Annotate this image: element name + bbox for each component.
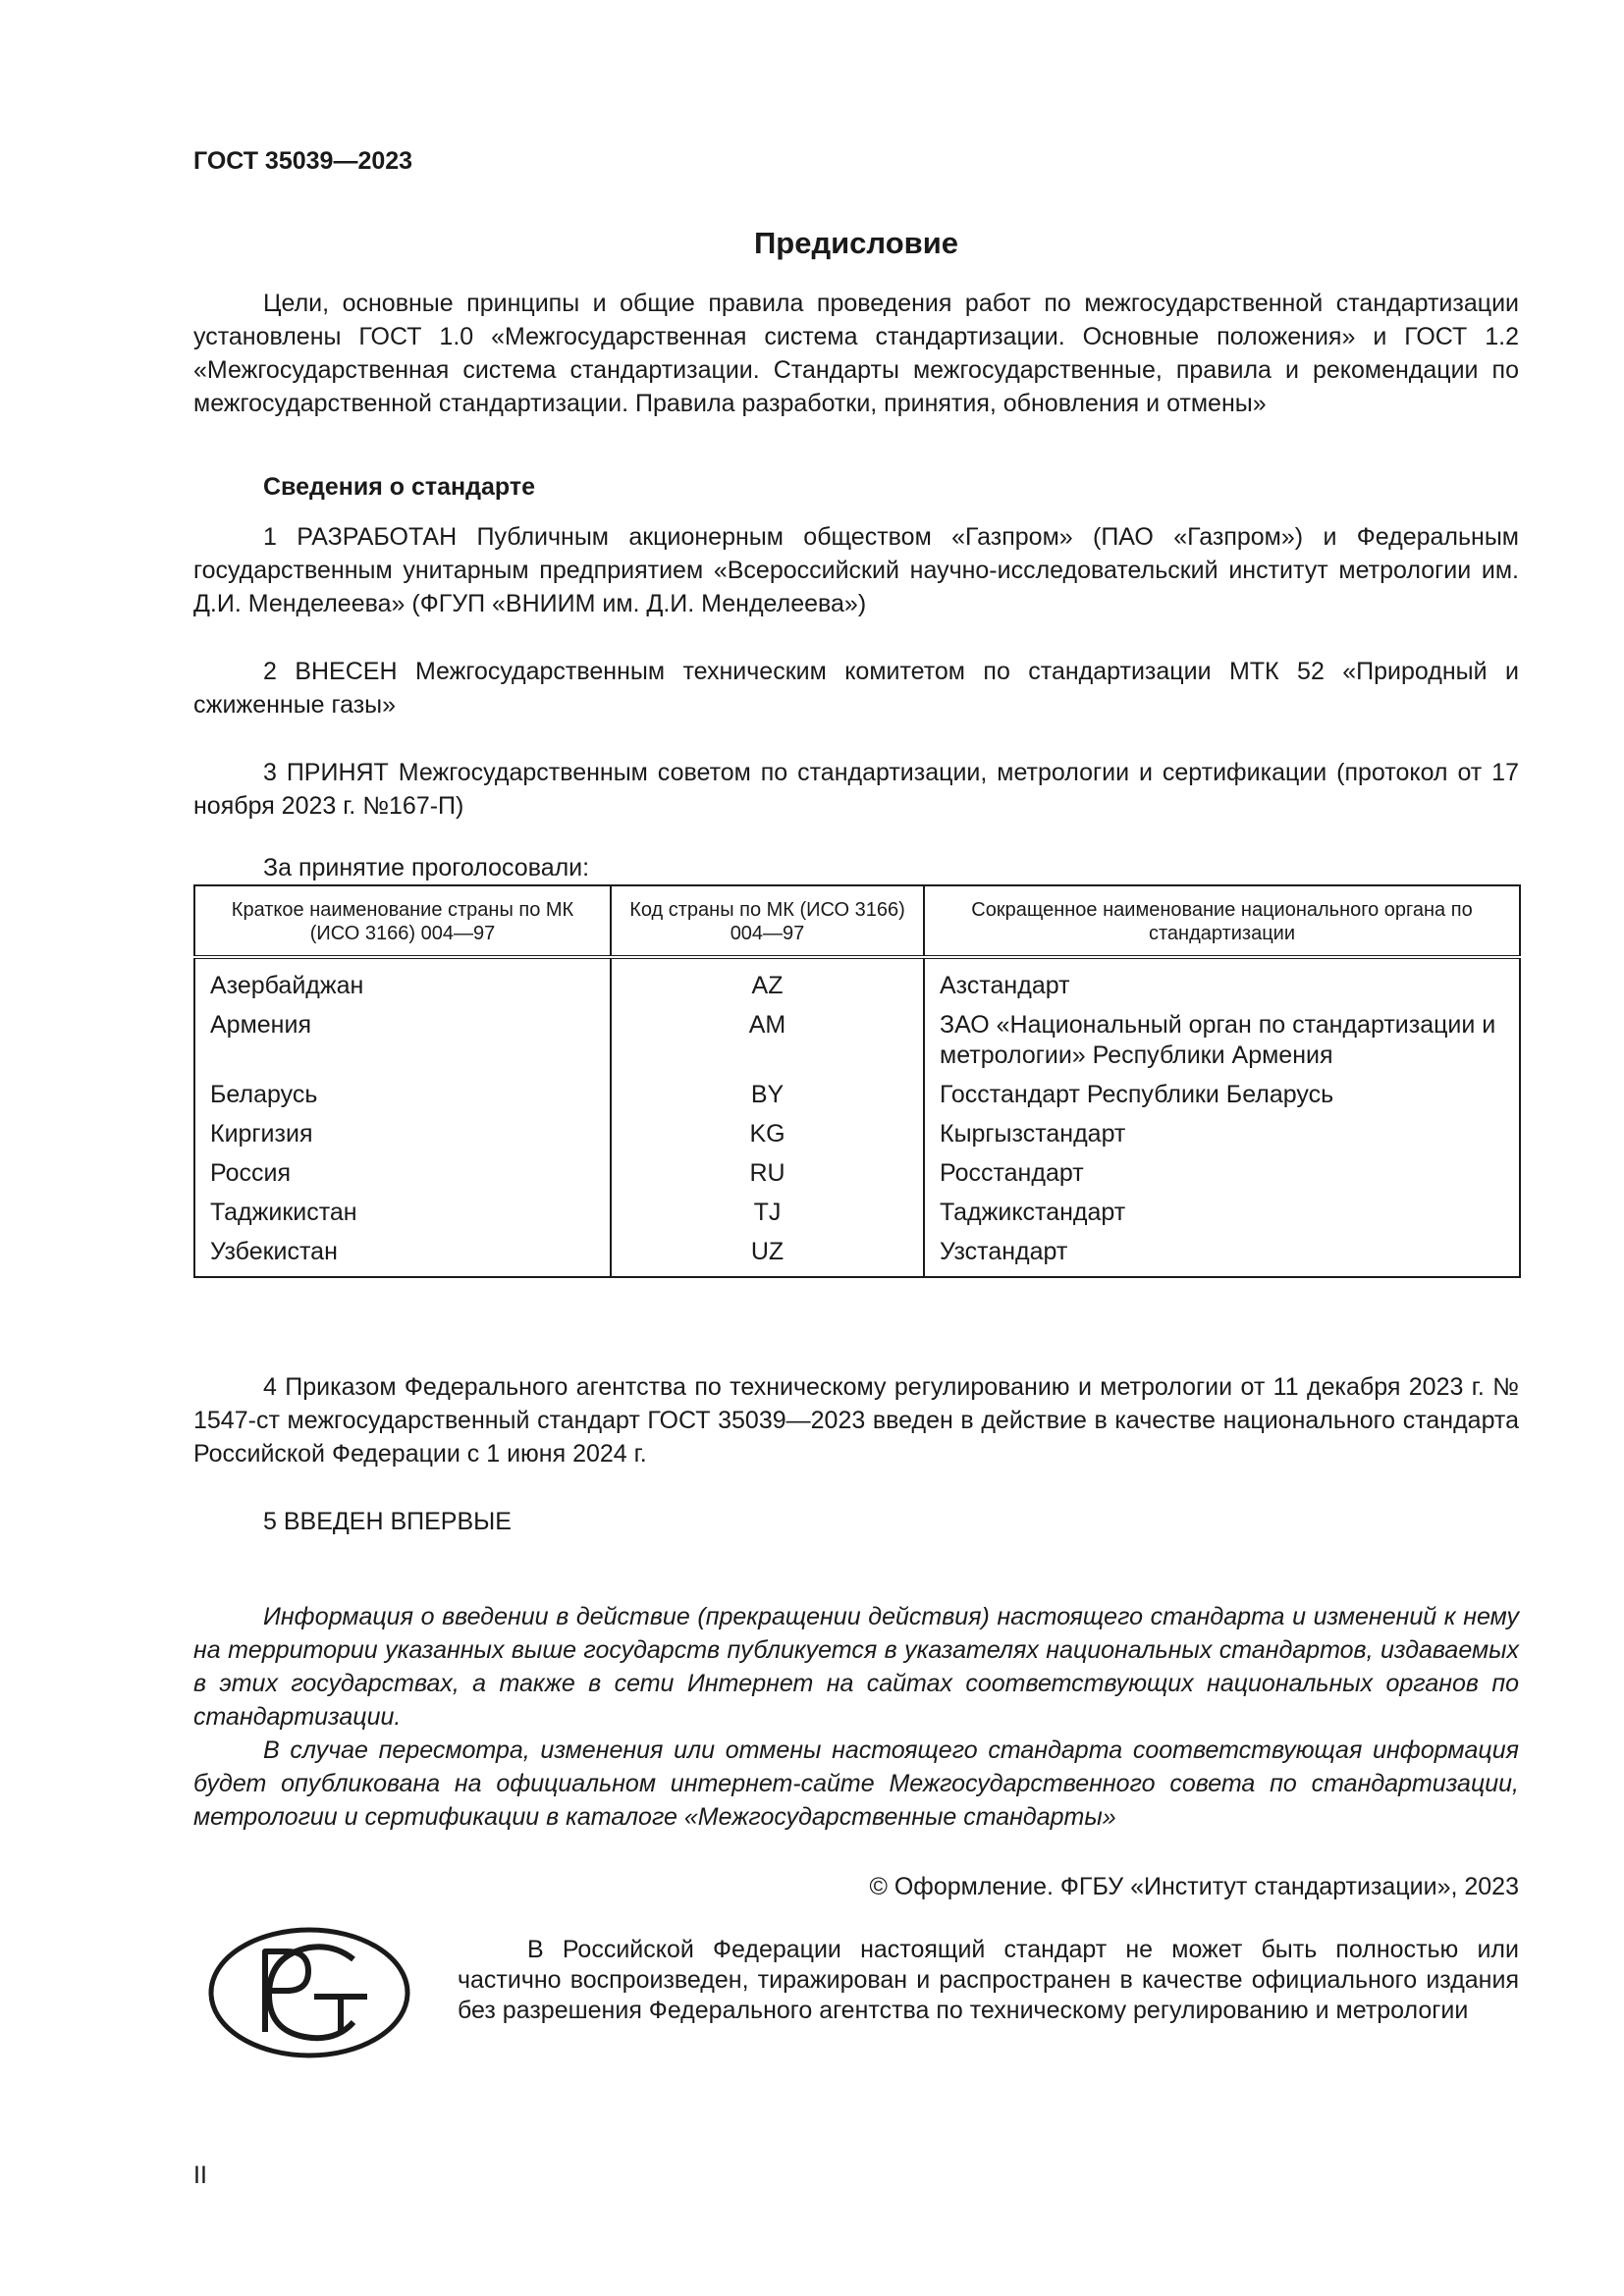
table-row: [194, 1074, 1520, 1113]
header-country-code: Код страны по МК (ИСО 3166) 004—97: [611, 885, 924, 957]
item-developed: 1 РАЗРАБОТАН Публичным акционерным обществом «Газпром» (ПАО «Газпром») и Федеральным государственным унитарным предприятием «Всероссийский научно-исследовательский институт метрологии им. Д.И. Менделеева» (ФГУП «ВНИИМ им. Д.И. Менделеева»): [193, 523, 1519, 617]
country-code: RU: [611, 1152, 924, 1192]
item-enacted: 4 Приказом Федерального агентства по техническому регулированию и метрологии от 11 декабря 2023 г. № 1547-ст межгосударственный стандарт ГОСТ 35039—2023 введен в действие в качестве национального стандарта Российской Федерации с 1 июня 2024 г.: [193, 1373, 1519, 1468]
header-country-name: Краткое наименование страны по МК (ИСО 3166) 004—97: [194, 885, 611, 957]
standards-body: Таджикстандарт: [924, 1192, 1520, 1231]
country-name: Беларусь: [210, 1081, 318, 1108]
standard-info-heading: Сведения о стандарте: [263, 473, 536, 501]
standards-body: Госстандарт Республики Беларусь: [924, 1074, 1520, 1113]
table-row: [194, 957, 1520, 1004]
country-name: Узбекистан: [210, 1238, 338, 1265]
copyright-line: © Оформление. ФГБУ «Институт стандартизации», 2023: [869, 1873, 1519, 1900]
header-standards-body: Сокращенное наименование национального органа по стандартизации: [924, 885, 1520, 957]
table-row: [194, 1004, 1520, 1074]
table-row: [194, 1231, 1520, 1277]
item-first-time: 5 ВВЕДЕН ВПЕРВЫЕ: [263, 1508, 512, 1535]
table-row: [194, 1152, 1520, 1192]
voted-label: За принятие проголосовали:: [263, 854, 590, 881]
standards-body: Азстандарт: [924, 957, 1520, 1004]
country-code: AM: [611, 1004, 924, 1074]
standards-body: Кыргызстандарт: [924, 1113, 1520, 1152]
country-name: Азербайджан: [210, 972, 364, 999]
country-code: UZ: [611, 1231, 924, 1277]
country-code: KG: [611, 1113, 924, 1152]
country-name: Таджикистан: [210, 1199, 357, 1226]
country-code: AZ: [611, 957, 924, 1004]
country-name: Киргизия: [210, 1120, 313, 1148]
item-submitted: 2 ВНЕСЕН Межгосударственным техническим комитетом по стандартизации МТК 52 «Природный и сжиженные газы»: [193, 658, 1519, 719]
table-row: [194, 1113, 1520, 1152]
voting-table: [193, 884, 1521, 1278]
standards-body: ЗАО «Национальный орган по стандартизации и метрологии» Республики Армения: [924, 1004, 1520, 1074]
table-row: [194, 1192, 1520, 1231]
notice-paragraph-2: В случае пересмотра, изменения или отмены настоящего стандарта соответствующая информация будет опубликована на официальном интернет-сайте Межгосударственного совета по стандартизации, метрологии и сертификации в каталоге «Межгосударственные стандарты»: [193, 1736, 1519, 1831]
page-number: II: [193, 2162, 207, 2189]
reproduction-rights-notice: В Российской Федерации настоящий стандарт не может быть полностью или частично воспроизведен, тиражирован и распространен в качестве официального издания без разрешения Федерального агентства по техническому регулированию и метрологии: [458, 1936, 1519, 2024]
table-header-row: [194, 885, 1520, 957]
item-adopted: 3 ПРИНЯТ Межгосударственным советом по стандартизации, метрологии и сертификации (протокол от 17 ноября 2023 г. №167-П): [193, 759, 1519, 820]
country-name: Россия: [210, 1159, 291, 1187]
country-code: TJ: [611, 1192, 924, 1231]
standards-body: Росстандарт: [924, 1152, 1520, 1192]
page-title: Предисловие: [753, 226, 958, 260]
country-name: Армения: [210, 1011, 311, 1039]
country-code: BY: [611, 1074, 924, 1113]
notice-paragraph-1: Информация о введении в действие (прекращении действия) настоящего стандарта и изменений к нему на территории указанных выше государств публикуется в указателях национальных стандартов, издаваемых в этих государствах, а также в сети Интернет на сайтах соответствующих национальных органов по стандартизации.: [193, 1603, 1519, 1731]
rst-certification-mark-icon: [206, 1924, 412, 2061]
document-id: ГОСТ 35039—2023: [193, 147, 413, 175]
standards-body: Узстандарт: [924, 1231, 1520, 1277]
intro-paragraph: Цели, основные принципы и общие правила проведения работ по межгосударственной стандартизации установлены ГОСТ 1.0 «Межгосударственная система стандартизации. Основные положения» и ГОСТ 1.2 «Межгосударственная система стандартизации. Стандарты межгосударственные, правила и рекомендации по межгосударственной стандартизации. Правила разработки, принятия, обновления и отмены»: [193, 290, 1519, 417]
